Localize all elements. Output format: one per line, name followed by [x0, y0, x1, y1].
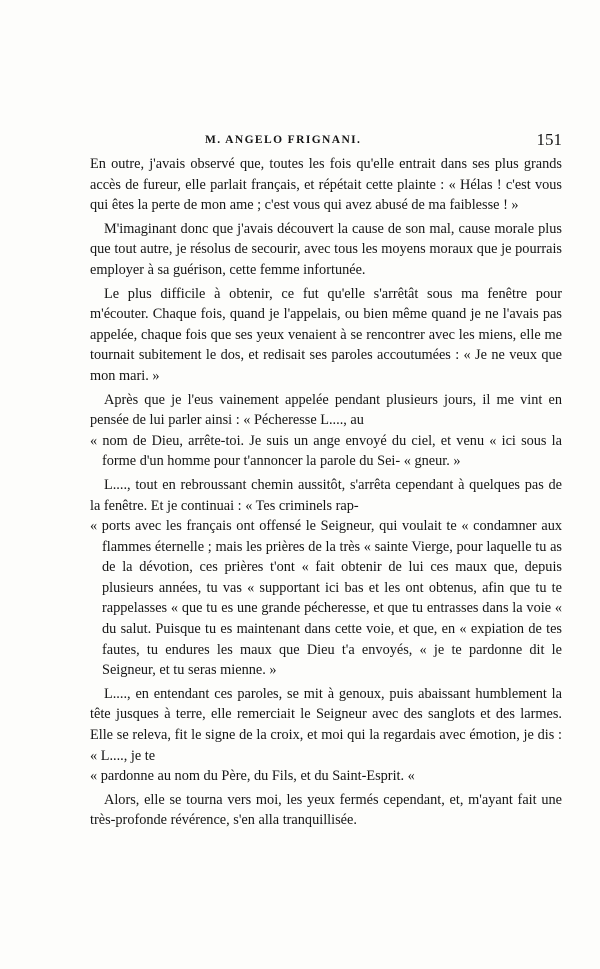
paragraph-5	[90, 475, 562, 681]
paragraph-3: Le plus difficile à obtenir, ce fut qu'elle s'arrêtât sous ma fenêtre pour m'écouter. Chaque fois, quand je l'appelais, ou bien même quand je ne l'avais pas appelée, chaque fois que ses yeux venaient à se rencontrer avec les miens, elle me tournait subitement le dos, et redisait ses paroles accoutumées : « Je ne veux que mon mari. »	[90, 285, 562, 384]
paragraph-4	[90, 390, 562, 472]
body-text	[90, 154, 562, 831]
page-number: 151	[536, 130, 562, 149]
quotation-3: « pardonne au nom du Père, du Fils, et du Saint-Esprit. «	[90, 768, 415, 785]
paragraph-7: Alors, elle se tourna vers moi, les yeux fermés cependant, et, m'ayant fait une très-profonde révérence, s'en alla tranquillisée.	[90, 791, 562, 829]
quotation-2: « ports avec les français ont offensé le Seigneur, qui voulait te « condamner aux flammes éternelle ; mais les prières de la très « sainte Vierge, pour laquelle tu as de la dévotion, ces prières t'ont « fait obtenir de lui ces maux que, depuis plusieurs années, tu vas « supportant ici bas et les ont obtenus, afin que tu te rappelasses « que tu es une grande pécheresse, et que tu entrasses dans la voie « du salut. Puisque tu es maintenant dans cette voie, et que, en « expiation de tes fautes, tu endures les maux que Dieu t'a envoyés, « je te pardonne dit le Seigneur, et tu seras mienne. »	[90, 518, 562, 679]
running-head: M. ANGELO FRIGNANI.	[205, 134, 362, 146]
quotation-1: « nom de Dieu, arrête-toi. Je suis un ange envoyé du ciel, et venu « ici sous la forme d'un homme pour t'annoncer la parole du Sei- « gneur. »	[90, 432, 562, 470]
paragraph-5-text: L...., tout en rebroussant chemin aussitôt, s'arrêta cependant à quelques pas de la fenêtre. Et je continuai : « Tes criminels rap-	[90, 476, 562, 514]
paragraph-6	[90, 684, 562, 787]
paragraph-6-text: L...., en entendant ces paroles, se mit à genoux, puis abaissant humblement la tête jusques à terre, elle remerciait le Seigneur avec des sanglots et des larmes. Elle se releva, fit le signe de la croix, et moi qui la regardais avec émotion, je dis : « L...., je te	[90, 685, 562, 764]
page-header	[90, 130, 562, 152]
paragraph-2: M'imaginant donc que j'avais découvert la cause de son mal, cause morale plus que tout autre, je résolus de secourir, avec tous les moyens moraux que je pourrais employer à sa guérison, cette femme infortunée.	[90, 220, 562, 278]
paragraph-1: En outre, j'avais observé que, toutes les fois qu'elle entrait dans ses plus grands accès de fureur, elle parlait français, et répétait cette plainte : « Hélas ! c'est vous qui êtes la perte de mon ame ; c'est vous qui avez abusé de ma faiblesse ! »	[90, 156, 562, 214]
paragraph-4-text: Après que je l'eus vainement appelée pendant plusieurs jours, il me vint en pensée de lui parler ainsi : « Pécheresse L...., au	[90, 391, 562, 429]
